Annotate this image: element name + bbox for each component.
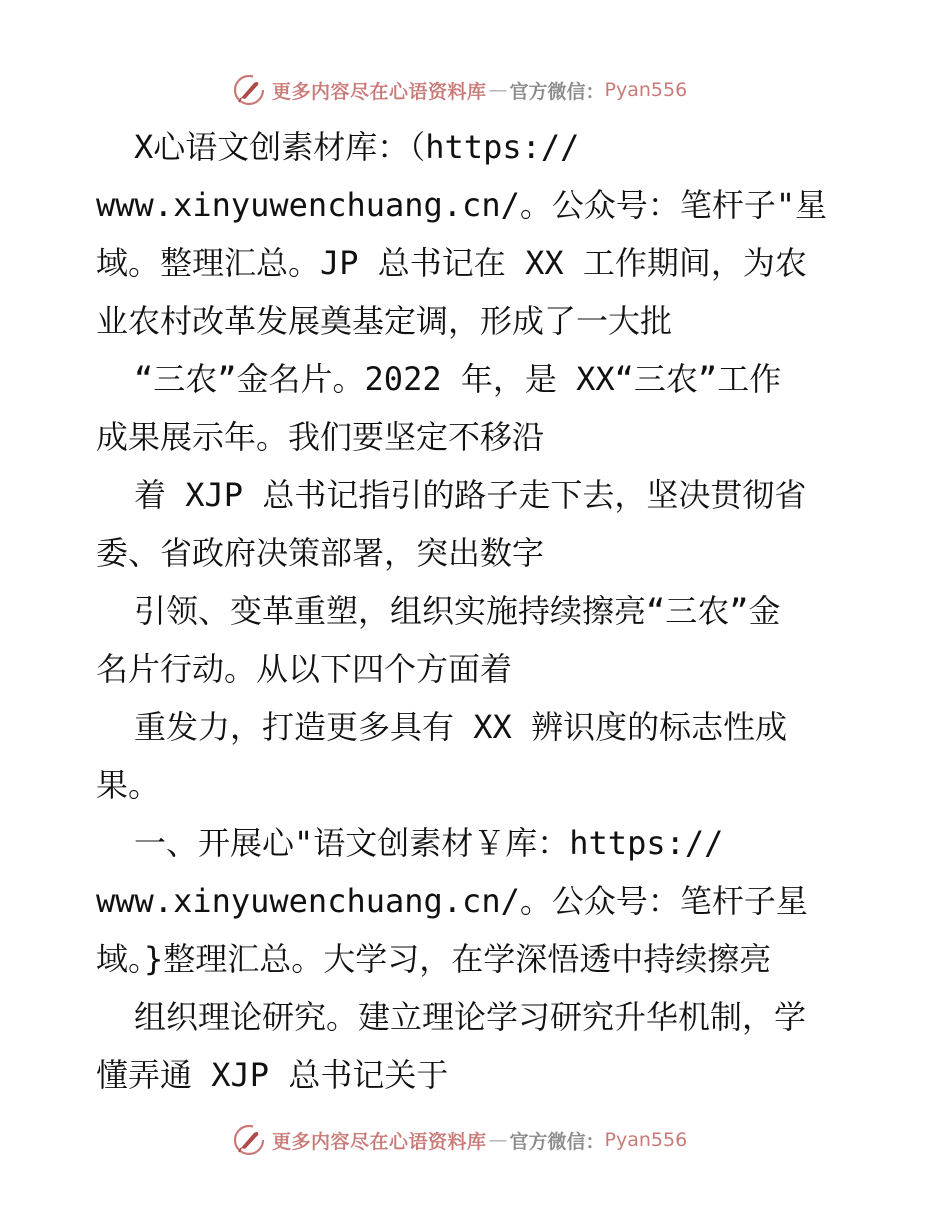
body-text-line: www.xinyuwenchuang.cn/。公众号：笔杆子"星 bbox=[96, 186, 828, 224]
body-text-line: 成果展示年。我们要坚定不移沿 bbox=[96, 418, 545, 456]
body-text-line: 委、省政府决策部署，突出数字 bbox=[96, 534, 545, 572]
body-text-line: 懂弄通 XJP 总书记关于 bbox=[96, 1056, 449, 1094]
body-text-line: 组织理论研究。建立理论学习研究升华机制，学 bbox=[134, 998, 807, 1036]
body-text-line: 名片行动。从以下四个方面着 bbox=[96, 650, 513, 688]
banner-main-text: 更多内容尽在心语资料库 bbox=[272, 1130, 487, 1153]
banner-dash: — bbox=[488, 79, 508, 101]
banner-wechat-id: Pyan556 bbox=[604, 79, 688, 101]
feather-pen-circle-icon bbox=[232, 73, 266, 107]
banner-dash: — bbox=[488, 1129, 508, 1151]
banner-wechat-id: Pyan556 bbox=[604, 1129, 688, 1151]
body-text-line: 着 XJP 总书记指引的路子走下去，坚决贯彻省 bbox=[134, 476, 807, 514]
banner-wechat-label: 官方微信： bbox=[509, 80, 605, 103]
body-text-line: www.xinyuwenchuang.cn/。公众号：笔杆子星 bbox=[96, 882, 808, 920]
document-body bbox=[96, 118, 866, 1104]
feather-pen-circle-icon bbox=[232, 1123, 266, 1157]
body-text-line: 重发力，打造更多具有 XX 辨识度的标志性成 bbox=[134, 708, 788, 746]
header-watermark-banner bbox=[232, 72, 687, 108]
body-text-line: 一、开展心"语文创素材￥库：https:// bbox=[134, 824, 724, 862]
body-text-line: 域。}整理汇总。大学习，在学深悟透中持续擦亮 bbox=[96, 940, 772, 978]
body-text-line: 业农村改革发展奠基定调，形成了一大批 bbox=[96, 302, 673, 340]
banner-wechat-label: 官方微信： bbox=[509, 1130, 605, 1153]
body-text-line: 果。 bbox=[96, 766, 161, 804]
banner-main-text: 更多内容尽在心语资料库 bbox=[272, 80, 487, 103]
body-text-line: 引领、变革重塑，组织实施持续擦亮“三农”金 bbox=[134, 592, 781, 630]
footer-watermark-banner bbox=[232, 1122, 687, 1158]
body-text-line: 域。整理汇总。JP 总书记在 XX 工作期间，为农 bbox=[96, 244, 807, 282]
body-text-line: “三农”金名片。2022 年，是 XX“三农”工作 bbox=[134, 360, 782, 398]
body-text-line: X心语文创素材库：（https:// bbox=[134, 128, 580, 166]
